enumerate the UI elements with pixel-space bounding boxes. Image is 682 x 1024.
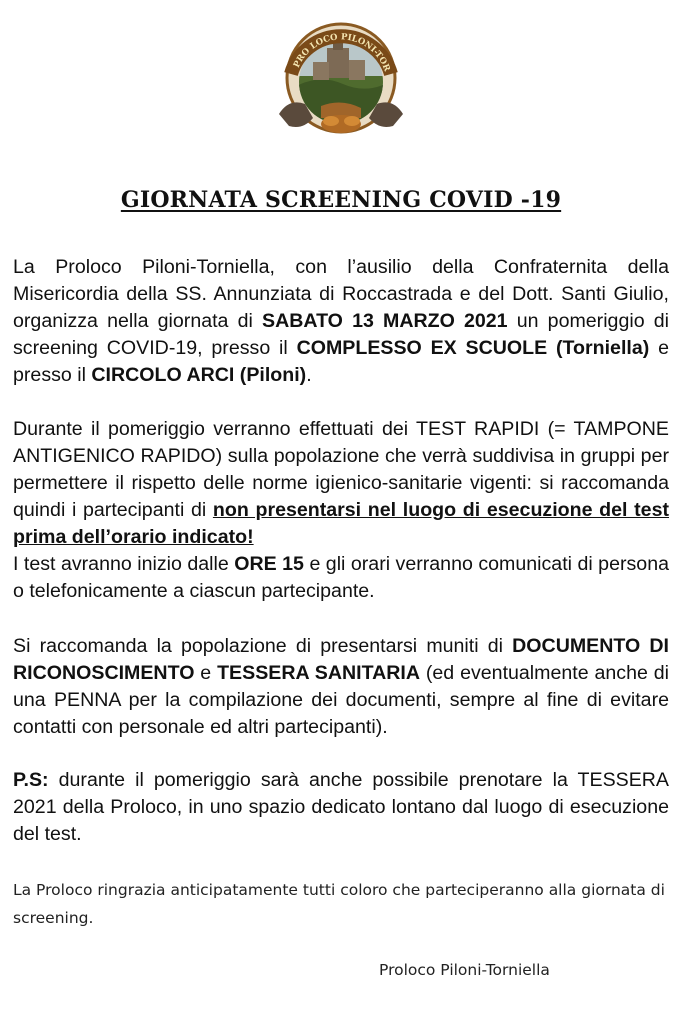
ps-label: P.S: (13, 769, 49, 791)
health-card: TESSERA SANITARIA (217, 662, 421, 684)
signature: Proloco Piloni-Torniella (379, 961, 550, 979)
id-document: DOCUMENTO DI RICONOSCIMENTO (13, 635, 669, 684)
page-title: GIORNATA SCREENING COVID -19 (120, 187, 562, 213)
location-piloni: CIRCOLO ARCI (Piloni) (91, 364, 307, 386)
paragraph-documents: Si raccomanda la popolazione di presentarsi muniti di DOCUMENTO DI RICONOSCIMENTO e TESSERA SANITARIA (ed eventualmente anche di una PENNA per la compilazione dei documenti, sempre al fine di evitare contatti con personale ed altri partecipanti). (13, 635, 669, 738)
warning-text: non presentarsi nel luogo di esecuzione del test prima dell’orario indicato! (13, 499, 669, 548)
paragraph-test-info: Durante il pomeriggio verranno effettuati dei TEST RAPIDI (= TAMPONE ANTIGENICO RAPIDO) sulla popolazione che verrà suddivisa in gruppi per permettere il rispetto delle norme igienico-sanitarie vigenti: si raccomanda quindi i partecipanti di non presentarsi nel luogo di esecuzione del test prima dell’orario indicato! I test avranno inizio dalle ORE 15 e gli orari verranno comunicati di persona o telefonicamente a ciascun partecipante. (13, 418, 669, 602)
start-time: ORE 15 (234, 553, 304, 575)
event-date: SABATO 13 MARZO 2021 (262, 310, 508, 332)
paragraph-announcement: La Proloco Piloni-Torniella, con l’ausilio della Confraternita della Misericordia della SS. Annunziata di Roccastrada e del Dott. Santi Giulio, organizza nella giornata di SABATO 13 MARZO 2021 un pomeriggio di screening COVID-19, presso il COMPLESSO EX SCUOLE (Torniella) e presso il CIRCOLO ARCI (Piloni). (13, 256, 669, 386)
proloco-logo-icon (273, 18, 411, 140)
logo-text: PRO LOCO PILONI-TOR (291, 32, 392, 73)
paragraph-thanks: La Proloco ringrazia anticipatamente tutti coloro che parteciperanno alla giornata di screening. (13, 881, 665, 927)
paragraph-ps: P.S: durante il pomeriggio sarà anche possibile prenotare la TESSERA 2021 della Proloco, in uno spazio dedicato lontano dal luogo di esecuzione del test. (13, 769, 669, 845)
location-torniella: COMPLESSO EX SCUOLE (Torniella) (296, 337, 650, 359)
